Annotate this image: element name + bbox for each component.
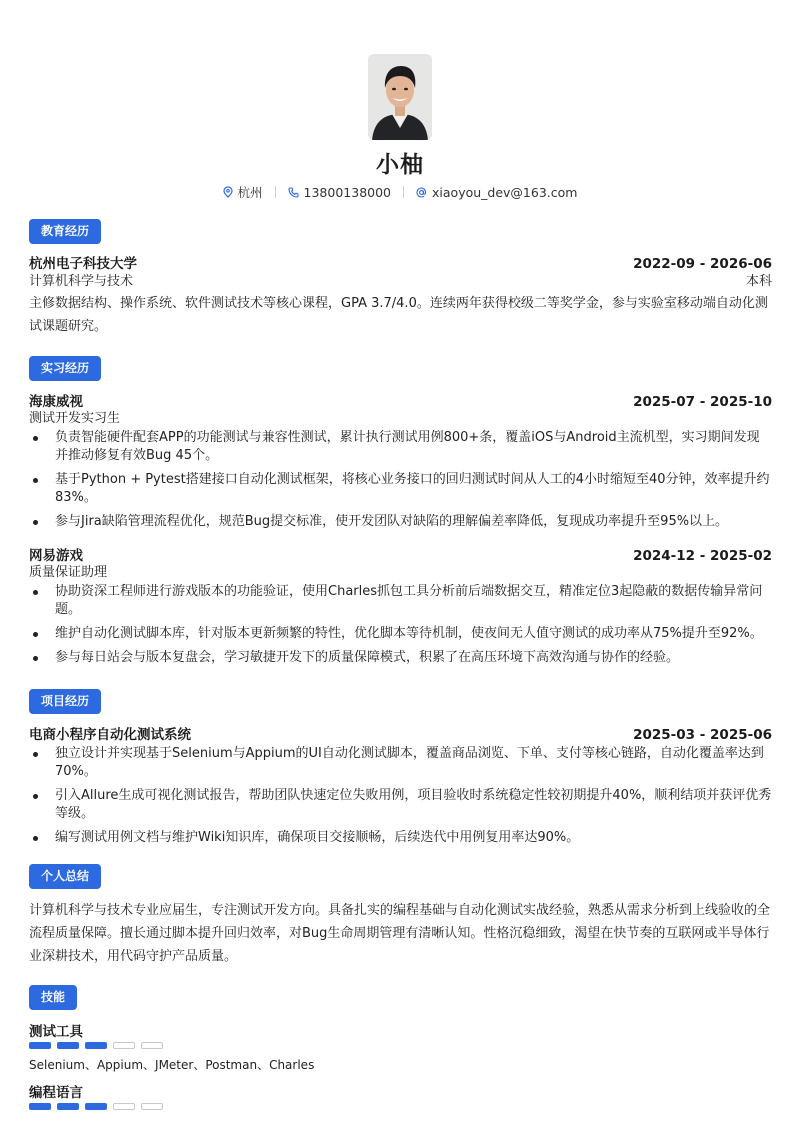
bullet-text: 参与每日站会与版本复盘会，学习敏捷开发下的质量保障模式，积累了在高压环境下高效沟通与协作的经验。 bbox=[55, 650, 680, 665]
list-item bbox=[29, 471, 772, 507]
location-pin-icon bbox=[223, 186, 233, 198]
bullet-dot bbox=[33, 590, 38, 595]
bullet-text: 编写测试用例文档与维护Wiki知识库，确保项目交接顺畅，后续迭代中用例复用率达90%。 bbox=[55, 830, 580, 845]
section-title-project: 项目经历 bbox=[29, 689, 101, 714]
bullet-dot bbox=[33, 794, 38, 799]
bullet-dot bbox=[33, 478, 38, 483]
bullet-dot bbox=[33, 836, 38, 841]
contact-phone bbox=[288, 185, 391, 200]
school-name: 杭州电子科技大学 bbox=[29, 256, 137, 272]
bullet-dot bbox=[33, 520, 38, 525]
bullet-text: 参与Jira缺陷管理流程优化，规范Bug提交标准，使开发团队对缺陷的理解偏差率降低，复现成功率提升至95%以上。 bbox=[55, 514, 729, 529]
section-title-summary: 个人总结 bbox=[29, 864, 101, 889]
job-role: 质量保证助理 bbox=[29, 565, 108, 580]
section-title-education: 教育经历 bbox=[29, 219, 101, 244]
skill-level-filled bbox=[29, 1042, 51, 1049]
summary-text: 计算机科学与技术专业应届生，专注测试开发方向。具备扎实的编程基础与自动化测试实战经验，熟悉从需求分析到上线验收的全流程质量保障。擅长通过脚本提升回归效率，对Bug生命周期管理有清晰认知。性格沉稳细致，渴望在快节奏的互联网或半导体行业深耕技术，用代码守护产品质量。 bbox=[29, 903, 771, 964]
bullet-dot bbox=[33, 656, 38, 661]
job-role: 测试开发实习生 bbox=[29, 411, 121, 426]
location-text: 杭州 bbox=[237, 185, 263, 200]
list-item bbox=[29, 625, 772, 643]
bullet-dot bbox=[33, 632, 38, 637]
skill-level-bar bbox=[29, 1042, 163, 1049]
job-role-row bbox=[29, 561, 772, 580]
bullet-text: 基于Python + Pytest搭建接口自动化测试框架，将核心业务接口的回归测试时间从人工的4小时缩短至40分钟，效率提升约83%。 bbox=[55, 472, 770, 505]
list-item bbox=[29, 513, 772, 531]
skill-level-empty bbox=[141, 1042, 163, 1049]
profile-photo bbox=[368, 54, 432, 140]
bullet-text: 独立设计并实现基于Selenium与Appium的UI自动化测试脚本，覆盖商品浏览、下单、支付等核心链路，自动化覆盖率达到70%。 bbox=[55, 746, 764, 779]
email-text[interactable]: xiaoyou_dev@163.com bbox=[432, 184, 578, 200]
project-bullets bbox=[29, 745, 772, 853]
list-item bbox=[29, 649, 772, 667]
skill-level-filled bbox=[85, 1042, 107, 1049]
education-dates: 2022-09 - 2026-06 bbox=[633, 256, 772, 272]
bullet-text: 负责智能硬件配套APP的功能测试与兼容性测试，累计执行测试用例800+条，覆盖iOS与Android主流机型，实习期间发现并推动修复有效Bug 45个。 bbox=[55, 430, 760, 463]
skill-level-filled bbox=[57, 1042, 79, 1049]
job-role-row bbox=[29, 407, 772, 426]
phone-text[interactable]: 13800138000 bbox=[303, 184, 392, 200]
at-sign-icon bbox=[416, 187, 427, 198]
job-dates: 2025-07 - 2025-10 bbox=[633, 394, 772, 410]
list-item bbox=[29, 829, 772, 847]
project-header bbox=[29, 723, 772, 743]
education-header bbox=[29, 252, 772, 272]
skill-level-empty bbox=[113, 1103, 135, 1110]
company-name: 网易游戏 bbox=[29, 548, 83, 564]
skill-level-filled bbox=[57, 1103, 79, 1110]
job-bullets bbox=[29, 429, 772, 537]
list-item bbox=[29, 429, 772, 465]
bullet-text: 协助资深工程师进行游戏版本的功能验证，使用Charles抓包工具分析前后端数据交互，精准定位3起隐蔽的数据传输异常问题。 bbox=[55, 584, 763, 617]
job-bullets bbox=[29, 583, 772, 673]
section-title-internship: 实习经历 bbox=[29, 356, 101, 381]
education-description: 主修数据结构、操作系统、软件测试技术等核心课程，GPA 3.7/4.0。连续两年获得校级二等奖学金，参与实验室移动端自动化测试课题研究。 bbox=[29, 296, 768, 334]
company-name: 海康威视 bbox=[29, 394, 83, 410]
skill-level-filled bbox=[85, 1103, 107, 1110]
contact-location bbox=[223, 183, 263, 201]
skill-level-empty bbox=[113, 1042, 135, 1049]
skill-name: 测试工具 bbox=[29, 1024, 83, 1040]
skill-level-bar bbox=[29, 1103, 163, 1110]
bullet-text: 维护自动化测试脚本库，针对版本更新频繁的特性，优化脚本等待机制，使夜间无人值守测试的成功率从75%提升至92%。 bbox=[55, 626, 763, 641]
phone-icon bbox=[288, 187, 299, 198]
candidate-name: 小柚 bbox=[376, 152, 424, 178]
divider bbox=[403, 186, 404, 198]
education-subheader bbox=[29, 270, 772, 289]
degree: 本科 bbox=[745, 274, 772, 289]
major: 计算机科学与技术 bbox=[29, 274, 134, 289]
section-title-skills: 技能 bbox=[29, 985, 77, 1010]
project-dates: 2025-03 - 2025-06 bbox=[633, 727, 772, 743]
contact-bar bbox=[0, 183, 800, 201]
project-name: 电商小程序自动化测试系统 bbox=[29, 727, 191, 743]
bullet-text: 引入Allure生成可视化测试报告，帮助团队快速定位失败用例，项目验收时系统稳定性较初期提升40%，顺利结项并获评优秀等级。 bbox=[55, 788, 772, 821]
avatar-icon bbox=[368, 54, 432, 140]
skill-level-filled bbox=[29, 1103, 51, 1110]
skill-description: Selenium、Appium、JMeter、Postman、Charles bbox=[29, 1058, 315, 1072]
list-item bbox=[29, 745, 772, 781]
skill-name: 编程语言 bbox=[29, 1085, 83, 1101]
bullet-dot bbox=[33, 752, 38, 757]
job-dates: 2024-12 - 2025-02 bbox=[633, 548, 772, 564]
list-item bbox=[29, 787, 772, 823]
bullet-dot bbox=[33, 436, 38, 441]
skill-level-empty bbox=[141, 1103, 163, 1110]
divider bbox=[275, 186, 276, 198]
contact-email bbox=[416, 185, 577, 200]
list-item bbox=[29, 583, 772, 619]
